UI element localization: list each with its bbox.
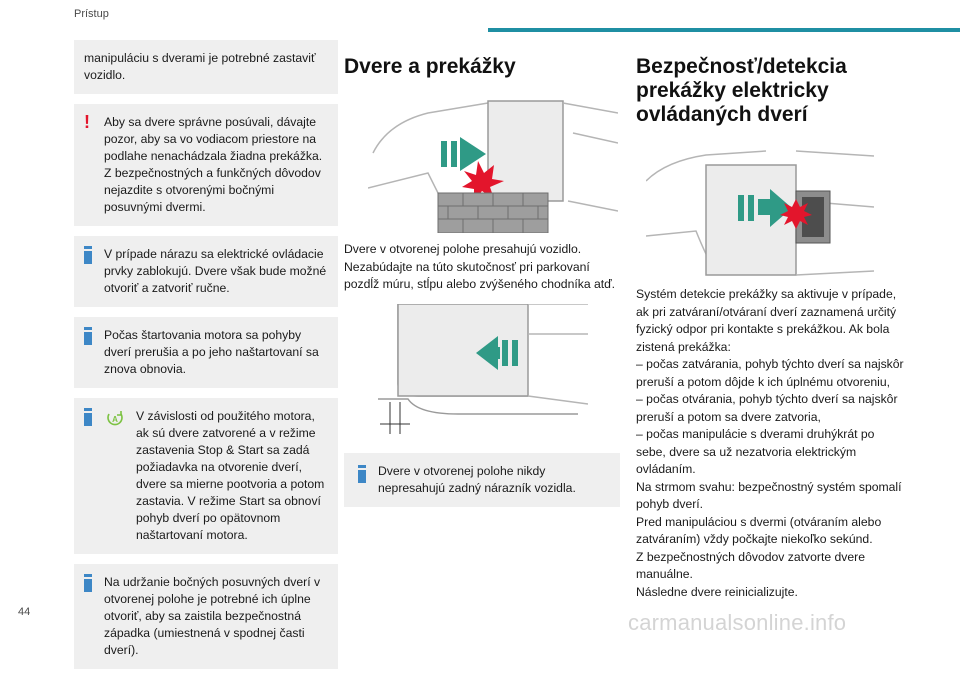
info-box-impact <box>74 236 338 307</box>
info-icon <box>84 408 92 426</box>
warning-text: Aby sa dvere správne posúvali, dávajte pozor, aby sa vo vodiacom priestore na podlahe nenachádzala žiadna prekážka. Z bezpečnostných a funkčných dôvodov nejazdite s otvorenými bočnými posuvnými dvermi. <box>104 115 323 214</box>
door-wall-illustration <box>368 93 618 233</box>
info-text: Dvere v otvorenej polohe nikdy nepresahujú zadný nárazník vozidla. <box>378 463 576 495</box>
info-icon <box>84 574 92 592</box>
section-label: Prístup <box>74 8 109 20</box>
stop-start-glyph: A <box>112 415 118 424</box>
info-icon <box>84 246 92 264</box>
info-text: V závislosti od použitého motora, ak sú dvere zatvorené a v režime zastavenia Stop & Start sa zadá požiadavka na otvorenie dverí, dvere sa mierne pootvoria a potom zastavia. V režime Start sa obnoví pohyb dverí po opätovnom naštartovaní motora. <box>136 409 325 542</box>
info-text: V prípade nárazu sa elektrické ovládacie prvky zablokujú. Dvere však bude možné otvoriť a zatvoriť ručne. <box>104 247 327 295</box>
info-box-stop-start <box>74 398 338 554</box>
info-icon <box>358 465 366 483</box>
section-heading: Dvere a prekážky <box>344 55 516 78</box>
info-text: Na udržanie bočných posuvných dverí v otvorenej polohe je potrebné ich úplne otvoriť, aby sa zaistila bezpečnostná západka (umiestnená v spodnej časti dverí). <box>104 575 321 657</box>
info-box-engine-start <box>74 317 338 388</box>
note-box-continuation <box>74 40 338 94</box>
middle-column <box>344 55 620 507</box>
detection-paragraph: Systém detekcie prekážky sa aktivuje v prípade, ak pri zatváraní/otváraní dverí zaznamená určitý fyzický odpor pri kontakte s prekážkou. Ak bola zistená prekážka: – počas zatvárania, pohyb týchto dverí sa najskôr preruší a potom dôjde k ich úplnému otvoreniu, – počas otvárania, pohyb týchto dverí sa najskôr preruší a potom sa dvere zatvoria, – počas manipulácie s dverami druhýkrát po sebe, dvere sa už nezatvoria elektrickým ovládaním. Na strmom svahu: bezpečnostný systém spomalí pohyb dverí. Pred manipuláciou s dvermi (otváraním alebo zatváraním) vždy počkajte niekoľko sekúnd. Z bezpečnostných dôvodov zatvorte dvere manuálne. Následne dvere reinicializujte. <box>636 287 904 599</box>
watermark: carmanualsonline.info <box>628 610 847 635</box>
warning-box-guide <box>74 104 338 226</box>
info-box-bumper <box>344 453 620 507</box>
door-detection-illustration <box>646 141 874 276</box>
left-column <box>74 40 338 679</box>
stop-start-icon <box>106 410 124 426</box>
section-heading: Bezpečnosť/detekcia prekážky elektricky ovládaných dverí <box>636 55 847 126</box>
right-column <box>636 55 906 601</box>
info-icon <box>84 327 92 345</box>
page-number: 44 <box>18 606 31 618</box>
header-accent-bar <box>488 28 960 32</box>
door-bumper-illustration <box>378 304 588 439</box>
info-text: Počas štartovania motora sa pohyby dverí prerušia a po jeho naštartovaní sa znova obnovia. <box>104 328 319 376</box>
obstacle-paragraph: Dvere v otvorenej polohe presahujú vozidlo. Nezabúdajte na túto skutočnosť pri parkovaní pozdĺž múru, stĺpu alebo zvýšeného chodníka atď. <box>344 242 616 291</box>
info-box-safety-latch <box>74 564 338 669</box>
note-text: manipuláciu s dverami je potrebné zastaviť vozidlo. <box>84 51 316 82</box>
warning-icon: ! <box>84 112 90 132</box>
